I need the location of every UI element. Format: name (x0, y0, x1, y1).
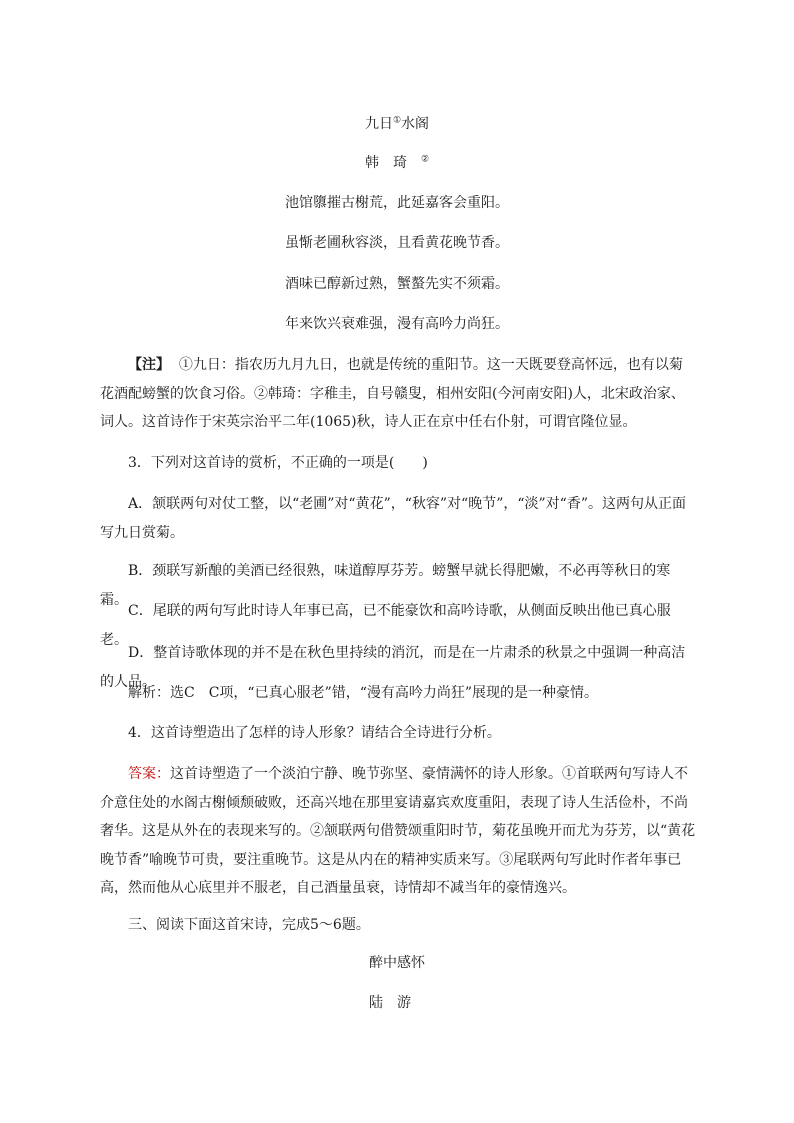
poem-line-2: 虽惭老圃秋容淡，且看黄花晚节香。 (285, 235, 509, 251)
poem-2-title: 醉中感怀 (369, 955, 425, 971)
question-3-option-a: A．颔联两句对仗工整，以“老圃”对“黄花”，“秋容”对“晚节”，“淡”对“香”。这两句从正面写九日赏菊。 (100, 496, 686, 541)
section-3-heading: 三、阅读下面这首宋诗，完成5～6题。 (128, 917, 370, 933)
poem-title-main: 九日 (364, 116, 393, 132)
poem-2-author (0, 993, 794, 1013)
note-text: ①九日：指农历九月九日，也就是传统的重阳节。这一天既要登高怀远，也有以菊花酒配螃蟹的饮食习俗。②韩琦：字稚圭，自号赣叟，相州安阳(今河南安阳)人，北宋政治家、词人。这首诗作于宋英宗治平二年(1065)秋，诗人正在京中任右仆射，可谓官隆位显。 (100, 357, 685, 431)
question-4-answer (100, 760, 696, 903)
poem-title-tail: 水阁 (401, 116, 430, 132)
poem-author-name: 韩琦 (364, 155, 421, 171)
footnote-marker-1: ① (392, 115, 402, 126)
question-3-option-b: B．颈联写新酿的美酒已经很熟，味道醇厚芬芳。螃蟹早就长得肥嫩，不必再等秋日的寒霜。 (100, 563, 671, 608)
footnote-marker-2: ② (420, 154, 430, 165)
poem-author (0, 153, 794, 173)
note-label: 【注】 (128, 357, 170, 373)
poem-line-1: 池馆隳摧古榭荒，此延嘉客会重阳。 (285, 195, 509, 211)
question-3-option-d: D．整首诗歌体现的并不是在秋色里持续的消沉，而是在一片肃杀的秋景之中强调一种高洁的人品。 (100, 645, 686, 690)
answer-label: 答案： (128, 766, 170, 782)
question-3-analysis: 解析：选C C项，“已真心服老”错，“漫有高吟力尚狂”展现的是一种豪情。 (128, 685, 599, 701)
poem-2-author-name: 陆游 (369, 995, 425, 1011)
poem-title (0, 114, 794, 134)
answer-text: 这首诗塑造了一个淡泊宁静、晚节弥坚、豪情满怀的诗人形象。①首联两句写诗人不介意住处的水阁古榭倾颓破败，还高兴地在那里宴请嘉宾欢度重阳，表现了诗人生活俭朴，不尚奢华。这是从外在的表现来写的。②颔联两句借赞颂重阳时节，菊花虽晚开而尤为芬芳，以“黄花晚节香”喻晚节可贵，要注重晚节。这是从内在的精神实质来写。③尾联两句写此时作者年事已高，然而他从心底里并不服老，自己酒量虽衰，诗情却不减当年的豪情逸兴。 (100, 766, 696, 897)
poem-note (100, 351, 696, 437)
question-3-stem: 3．下列对这首诗的赏析，不正确的一项是( ) (128, 455, 428, 471)
poem-line-3: 酒味已醇新过熟，蟹螯先实不须霜。 (285, 276, 509, 292)
question-4-stem: 4．这首诗塑造出了怎样的诗人形象？请结合全诗进行分析。 (128, 725, 501, 741)
question-3-option-c: C．尾联的两句写此时诗人年事已高，已不能豪饮和高吟诗歌，从侧面反映出他已真心服老。 (100, 603, 671, 648)
poem-line-4: 年来饮兴衰难强，漫有高吟力尚狂。 (285, 316, 509, 332)
